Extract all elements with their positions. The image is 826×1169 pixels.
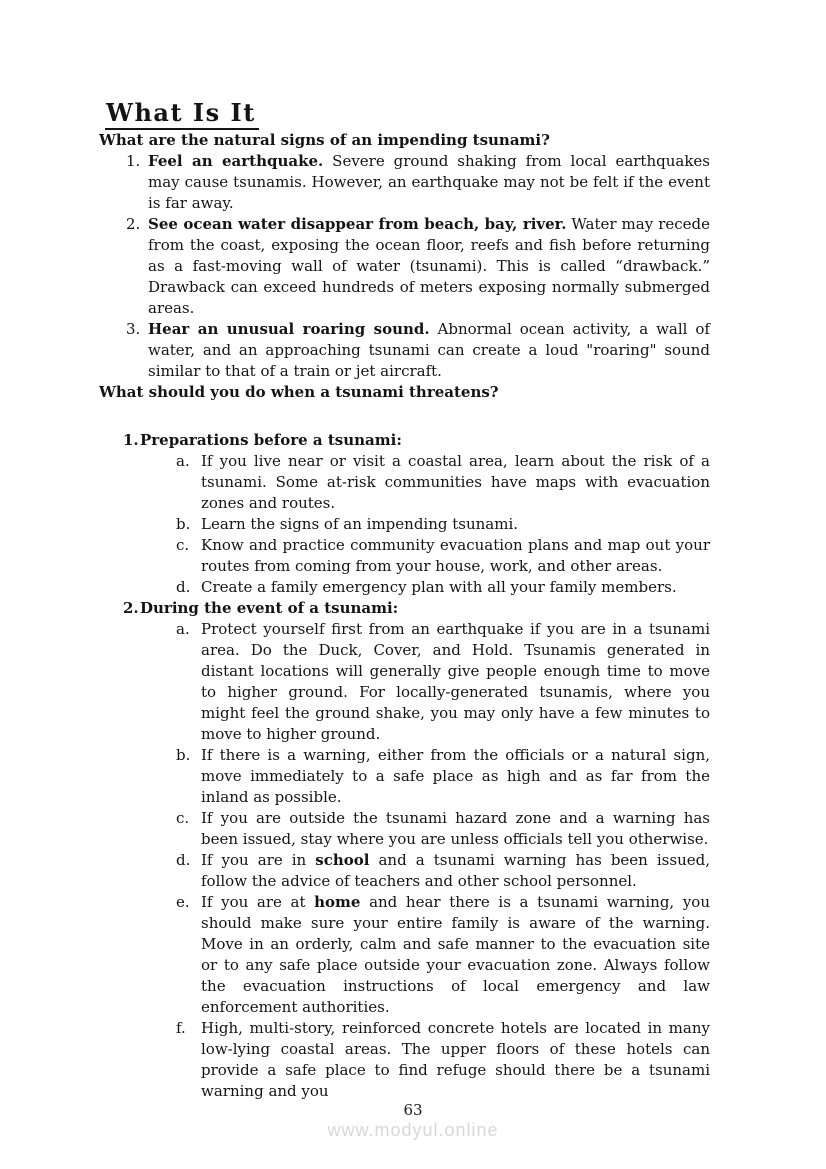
page-number: 63 (403, 1101, 423, 1119)
sublist-item (99, 535, 710, 577)
list-marker: b. (176, 746, 191, 764)
sublist-item (99, 850, 710, 892)
list-item (99, 151, 710, 214)
section1-heading: What are the natural signs of an impending tsunami? (99, 131, 550, 149)
sublist-item (99, 745, 710, 808)
sublist-item-text: High, multi-story, reinforced concrete hotels are located in many low-lying coastal areas. The upper floors of these hotels can provide a safe place to find refuge should there be a tsunami warning and you (201, 1019, 710, 1100)
list-marker: f. (176, 1019, 186, 1037)
sublist-item-text: If there is a warning, either from the officials or a natural sign, move immediately to a safe place as high and as far from the inland as possible. (201, 746, 710, 806)
list-item (99, 319, 710, 382)
sublist-item-text: If you are in school and a tsunami warning has been issued, follow the advice of teachers and other school personnel. (201, 851, 710, 890)
list-item-text: Feel an earthquake. Severe ground shaking from local earthquakes may cause tsunamis. However, an earthquake may not be felt if the event is far away. (148, 152, 710, 212)
list-marker: a. (176, 620, 190, 638)
list-marker: d. (176, 851, 191, 869)
sublist-item-text: Know and practice community evacuation plans and map out your routes from coming from your house, work, and other areas. (201, 536, 710, 575)
sublist-item (99, 577, 710, 598)
spacer (99, 403, 710, 430)
list-marker: 2. (123, 599, 139, 617)
list-marker: 3. (126, 320, 141, 338)
sublist-item (99, 451, 710, 514)
sublist-item (99, 1018, 710, 1102)
sublist-item (99, 808, 710, 850)
sublist-item (99, 892, 710, 1018)
sublist-item-text: Create a family emergency plan with all your family members. (201, 578, 677, 596)
list-item (99, 214, 710, 319)
group-title: During the event of a tsunami: (140, 599, 399, 617)
sublist-item-text: If you live near or visit a coastal area, learn about the risk of a tsunami. Some at-risk communities have maps with evacuation zones and routes. (201, 452, 710, 512)
page-content (99, 99, 710, 1102)
list-item-text: See ocean water disappear from beach, bay, river. Water may recede from the coast, exposing the ocean floor, reefs and fish before returning as a fast-moving wall of water (tsunami). This is called “drawback.” Drawback can exceed hundreds of meters exposing normally submerged areas. (148, 215, 710, 317)
list-marker: a. (176, 452, 190, 470)
list-item-text: Hear an unusual roaring sound. Abnormal ocean activity, a wall of water, and an approaching tsunami can create a loud "roaring" sound similar to that of a train or jet aircraft. (148, 320, 710, 380)
sublist-item-text: If you are outside the tsunami hazard zone and a warning has been issued, stay where you are unless officials tell you otherwise. (201, 809, 710, 848)
sublist-item (99, 619, 710, 745)
page-title-text: What Is It (105, 99, 259, 130)
list-marker: b. (176, 515, 191, 533)
sublist-item-text: Protect yourself first from an earthquake if you are in a tsunami area. Do the Duck, Cover, and Hold. Tsunamis generated in distant locations will generally give people enough time to move to higher ground. For locally-generated tsunamis, where you might feel the ground shake, you may only have a few minutes to move to higher ground. (201, 620, 710, 743)
list-marker: 2. (126, 215, 141, 233)
sublist-item (99, 514, 710, 535)
sublist-item-text: Learn the signs of an impending tsunami. (201, 515, 519, 533)
group-title-row (99, 598, 710, 619)
list-marker: 1. (123, 431, 139, 449)
list-marker: c. (176, 809, 190, 827)
list-marker: c. (176, 536, 190, 554)
page-title (105, 99, 259, 130)
group-title-row (99, 430, 710, 451)
list-marker: e. (176, 893, 190, 911)
watermark: www.modyul.online (327, 1120, 499, 1140)
section2-heading: What should you do when a tsunami threatens? (99, 383, 499, 401)
list-marker: 1. (126, 152, 141, 170)
list-marker: d. (176, 578, 191, 596)
sublist-item-text: If you are at home and hear there is a tsunami warning, you should make sure your entire family is aware of the warning. Move in an orderly, calm and safe manner to the evacuation site or to any safe place outside your evacuation zone. Always follow the evacuation instructions of local emergency and law enforcement authorities. (201, 893, 710, 1016)
group-title: Preparations before a tsunami: (140, 431, 402, 449)
